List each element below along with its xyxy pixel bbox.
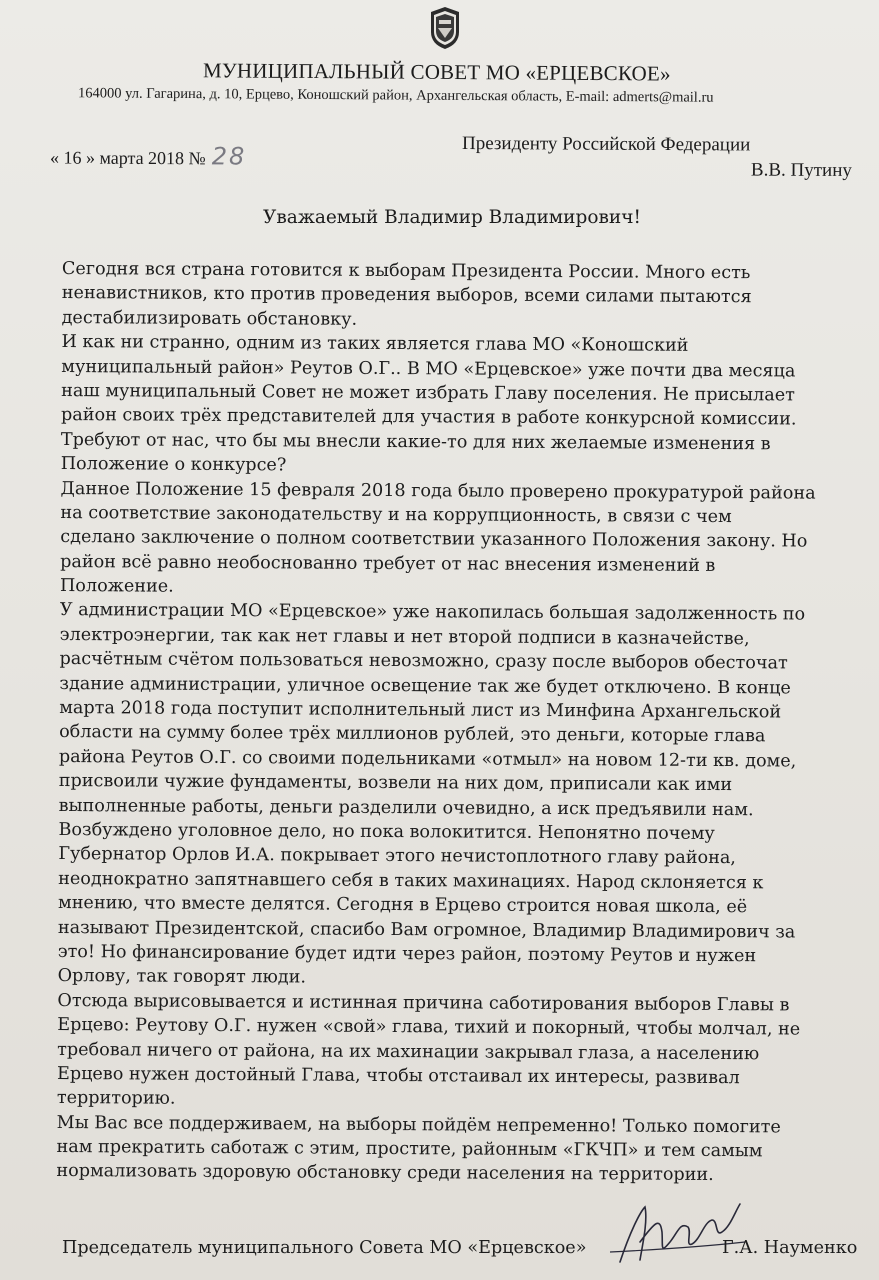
body-line: на соответствие законодательству и на коррупционность, в связи с чем: [60, 502, 732, 528]
body-line: нам прекратить саботаж с этим, простите, районным «ГКЧП» и тем самым: [56, 1137, 763, 1162]
salutation: Уважаемый Владимир Владимирович!: [263, 207, 641, 228]
letter-body: [56, 257, 852, 1189]
body-line: электроэнергии, так как нет главы и нет второй подписи в казначействе,: [59, 624, 750, 650]
body-line: дестабилизировать обстановку.: [61, 307, 358, 330]
body-line: здание администрации, уличное освещение так же будет отключено. В конце: [59, 673, 791, 699]
recipient-name: В.В. Путину: [750, 159, 852, 182]
body-line: присвоили чужие фундаменты, возвели на них дом, приписали как ими: [58, 771, 733, 796]
date-text: « 16 » марта 2018 №: [49, 147, 206, 169]
recipient-block: [462, 131, 852, 183]
body-line: Мы Вас все поддерживаем, на выборы пойдём непременно! Только помогите: [56, 1112, 781, 1138]
body-line: неоднократно запятнавшего себя в таких махинациях. Народ склоняется к: [58, 868, 764, 894]
body-line: район своих трёх представителей для участия в работе конкурсной комиссии.: [60, 405, 797, 430]
body-line: Ерцево нужен достойный Глава, чтобы отстаивал их интересы, развивал: [56, 1063, 740, 1089]
body-line: района Реутов О.Г. со своими подельниками «отмыл» на новом 12-ти кв. доме,: [58, 746, 797, 772]
organization-address: 164000 ул. Гагарина, д. 10, Ерцево, Коношский район, Архангельская область, E-mail: admerts@mail.ru: [77, 85, 714, 106]
organization-name: МУНИЦИПАЛЬНЫЙ СОВЕТ МО «ЕРЦЕВСКОЕ»: [202, 58, 671, 86]
body-line: муниципальный район» Реутов О.Г.. В МО «Ерцевское» уже почти два месяца: [61, 356, 796, 382]
body-line: называют Президентской, спасибо Вам огромное, Владимир Владимирович за: [57, 917, 796, 943]
body-line: расчётным счётом пользоваться невозможно, сразу после выборов обесточат: [59, 649, 788, 674]
body-line: территорию.: [56, 1088, 176, 1109]
letter-date: [50, 141, 246, 170]
body-line: требовал ничего от района, на их махинации закрывал глаза, а населению: [57, 1039, 760, 1064]
body-line: Губернатор Орлов И.А. покрывает этого нечистоплотного главу района,: [58, 844, 736, 869]
body-line: ненавистников, кто против проведения выборов, всеми силами пытаются: [61, 283, 752, 308]
body-line: мнению, что вместе делятся. Сегодня в Ерцево строится новая школа, её: [57, 893, 748, 918]
body-line: это! Но финансирование будет идти через район, поэтому Реутов и нужен: [57, 941, 757, 967]
body-line: наш муниципальный Совет не может избрать Главу поселения. Не присылает: [61, 380, 795, 406]
body-line: район всё равно необоснованно требует от нас внесения изменений в: [60, 551, 716, 576]
signatory-name: Г.А. Науменко: [722, 1238, 858, 1258]
signatory-position: Председатель муниципального Совета МО «Ерцевское»: [62, 1238, 587, 1258]
body-line: Положение о конкурсе?: [60, 454, 287, 476]
recipient-title: Президенту Российской Федерации: [462, 132, 751, 156]
body-line: Орлову, так говорят люди.: [57, 966, 307, 988]
body-line: области на сумму более трёх миллионов рублей, это деньги, которые глава: [59, 722, 766, 747]
body-line: И как ни странно, одним из таких является глава МО «Коношский: [61, 332, 689, 357]
body-line: Положение.: [59, 576, 174, 597]
body-line: Отсюда вырисовывается и истинная причина саботирования выборов Главы в: [57, 990, 790, 1016]
handwritten-letter-number: 28: [211, 142, 247, 171]
body-line: нормализовать здоровую обстановку среди населения на территории.: [56, 1161, 714, 1186]
body-line: У администрации МО «Ерцевское» уже накопилась большая задолженность по: [59, 600, 806, 626]
body-line: Данное Положение 15 февраля 2018 года было проверено прокуратурой района: [60, 478, 816, 504]
handwritten-signature-icon: [600, 1192, 750, 1272]
body-line: Возбуждено уголовное дело, но пока волокитится. Непонятно почему: [58, 819, 715, 844]
body-line: сделано заключение о полном соответствии указанного Положения закону. Но: [60, 527, 808, 552]
body-line: Требуют от нас, что бы мы внесли какие-то для них желаемые изменения в: [60, 429, 771, 455]
body-line: Сегодня вся страна готовится к выборам Президента России. Много есть: [61, 258, 751, 284]
body-line: выполненные работы, деньги разделили очевидно, а иск предъявили нам.: [58, 795, 754, 820]
body-line: марта 2018 года поступит исполнительный лист из Минфина Архангельской: [59, 698, 782, 723]
municipal-emblem-icon: [429, 6, 461, 50]
body-line: Ерцево: Реутову О.Г. нужен «свой» глава, тихий и покорный, чтобы молчал, не: [57, 1015, 801, 1040]
